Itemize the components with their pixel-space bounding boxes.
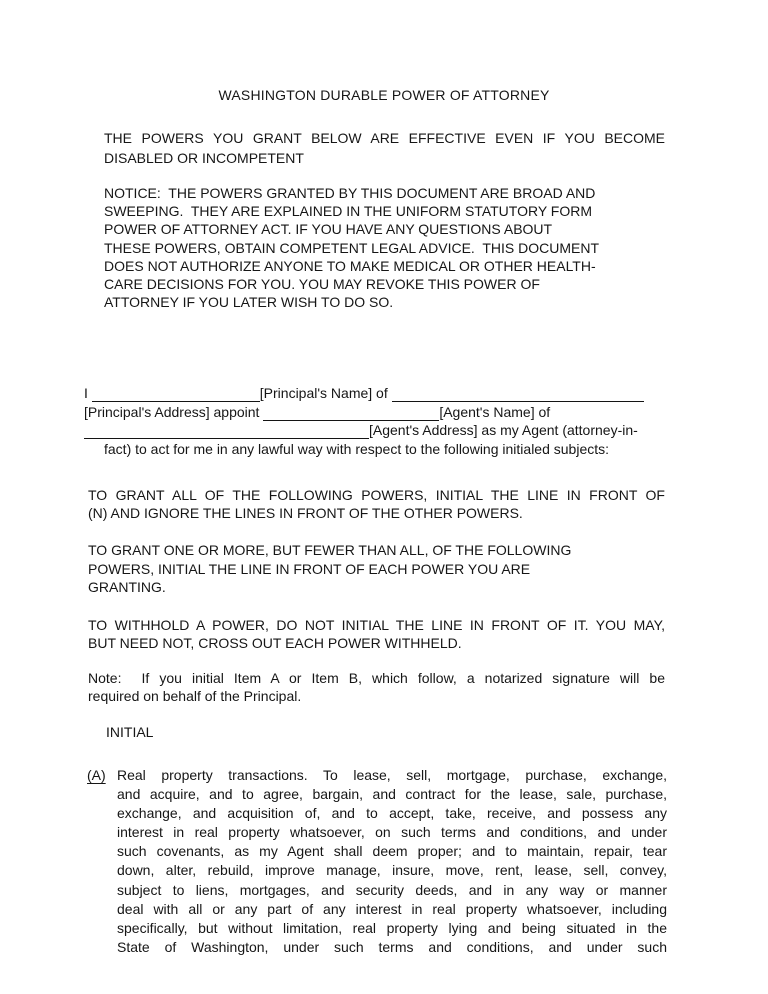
- text-line: specifically, but without limitation, real property lying and being situated in the: [117, 919, 667, 936]
- text-line: Real property transactions. To lease, sell, mortgage, purchase, exchange,: [117, 767, 667, 783]
- text-line: BUT NEED NOT, CROSS OUT EACH POWER WITHHELD.: [88, 634, 462, 651]
- text-line: such covenants, as my Agent shall deem proper; and to maintain, repair, tear: [117, 843, 667, 860]
- text-line: State of Washington, under such terms and conditions, and under such: [117, 938, 667, 955]
- text-line: exchange, and acquisition of, and to accept, take, receive, and possess any: [117, 805, 667, 822]
- item-a-label: (A): [87, 767, 106, 783]
- text-line: Note: If you initial Item A or Item B, which follow, a notarized signature will be: [88, 670, 665, 686]
- item-a-paragraph: [87, 766, 667, 957]
- text-line: ATTORNEY IF YOU LATER WISH TO DO SO.: [104, 294, 394, 311]
- text-line: deal with all or any part of any interest in real property whatsoever, including: [117, 900, 667, 917]
- text-line: interest in real property whatsoever, on such terms and conditions, and under: [117, 824, 667, 841]
- agent-address-blank[interactable]: [84, 437, 369, 439]
- text-line: down, alter, rebuild, improve manage, insure, move, rent, lease, sell, convey,: [117, 862, 667, 879]
- text-line: NOTICE: THE POWERS GRANTED BY THIS DOCUMENT ARE BROAD AND: [104, 185, 596, 201]
- text-line: THE POWERS YOU GRANT BELOW ARE EFFECTIVE EVEN IF YOU BECOME: [104, 130, 665, 146]
- text-line: TO GRANT ONE OR MORE, BUT FEWER THAN ALL, OF THE FOLLOWING: [88, 542, 572, 558]
- fill-text: [Agent's Name] of: [439, 403, 551, 420]
- text-line: SWEEPING. THEY ARE EXPLAINED IN THE UNIFORM STATUTORY FORM: [104, 203, 593, 220]
- document-title: WASHINGTON DURABLE POWER OF ATTORNEY: [218, 87, 550, 103]
- principal-address-blank[interactable]: [392, 400, 644, 402]
- fill-text: fact) to act for me in any lawful way with respect to the following initialed subjects:: [104, 440, 610, 457]
- text-line: DOES NOT AUTHORIZE ANYONE TO MAKE MEDICAL OR OTHER HEALTH-: [104, 257, 596, 274]
- text-line: and acquire, and to agree, bargain, and contract for the lease, sale, purchase,: [117, 786, 667, 803]
- fill-text: [Principal's Name] of: [259, 385, 392, 401]
- initial-heading: INITIAL: [106, 724, 154, 740]
- text-line: TO WITHHOLD A POWER, DO NOT INITIAL THE LINE IN FRONT OF IT. YOU MAY,: [88, 617, 665, 633]
- fill-line: [84, 403, 668, 422]
- text-line: CARE DECISIONS FOR YOU. YOU MAY REVOKE THIS POWER OF: [104, 276, 540, 293]
- notice-paragraph: [104, 184, 665, 311]
- fill-line: [84, 421, 668, 440]
- appointment-fill-in-block: [84, 384, 668, 458]
- item-a-text: [117, 766, 667, 957]
- text-line: (N) AND IGNORE THE LINES IN FRONT OF THE OTHER POWERS.: [88, 504, 523, 521]
- grant-one-or-more-paragraph: [88, 541, 665, 597]
- fill-text: I: [84, 385, 92, 401]
- text-line: POWER OF ATTORNEY ACT. IF YOU HAVE ANY QUESTIONS ABOUT: [104, 221, 553, 238]
- notarization-note-paragraph: [88, 670, 665, 705]
- text-line: GRANTING.: [88, 579, 166, 596]
- text-line: TO GRANT ALL OF THE FOLLOWING POWERS, INITIAL THE LINE IN FRONT OF: [88, 487, 665, 503]
- text-line: THESE POWERS, OBTAIN COMPETENT LEGAL ADVICE. THIS DOCUMENT: [104, 239, 600, 256]
- fill-text: [Agent's Address] as my Agent (attorney-in-: [369, 422, 638, 438]
- text-line: subject to liens, mortgages, and security deeds, and in any way or manner: [117, 881, 667, 898]
- fill-line: [84, 384, 668, 403]
- grant-all-powers-paragraph: [88, 487, 665, 522]
- fill-text: [Principal's Address] appoint: [84, 403, 264, 420]
- principal-name-blank[interactable]: [92, 400, 260, 402]
- effective-statement-paragraph: [104, 128, 665, 168]
- text-line: required on behalf of the Principal.: [88, 687, 302, 704]
- text-line: DISABLED OR INCOMPETENT: [104, 150, 304, 166]
- withhold-power-paragraph: [88, 617, 665, 652]
- text-line: POWERS, INITIAL THE LINE IN FRONT OF EACH POWER YOU ARE: [88, 560, 531, 577]
- fill-line: [84, 440, 668, 459]
